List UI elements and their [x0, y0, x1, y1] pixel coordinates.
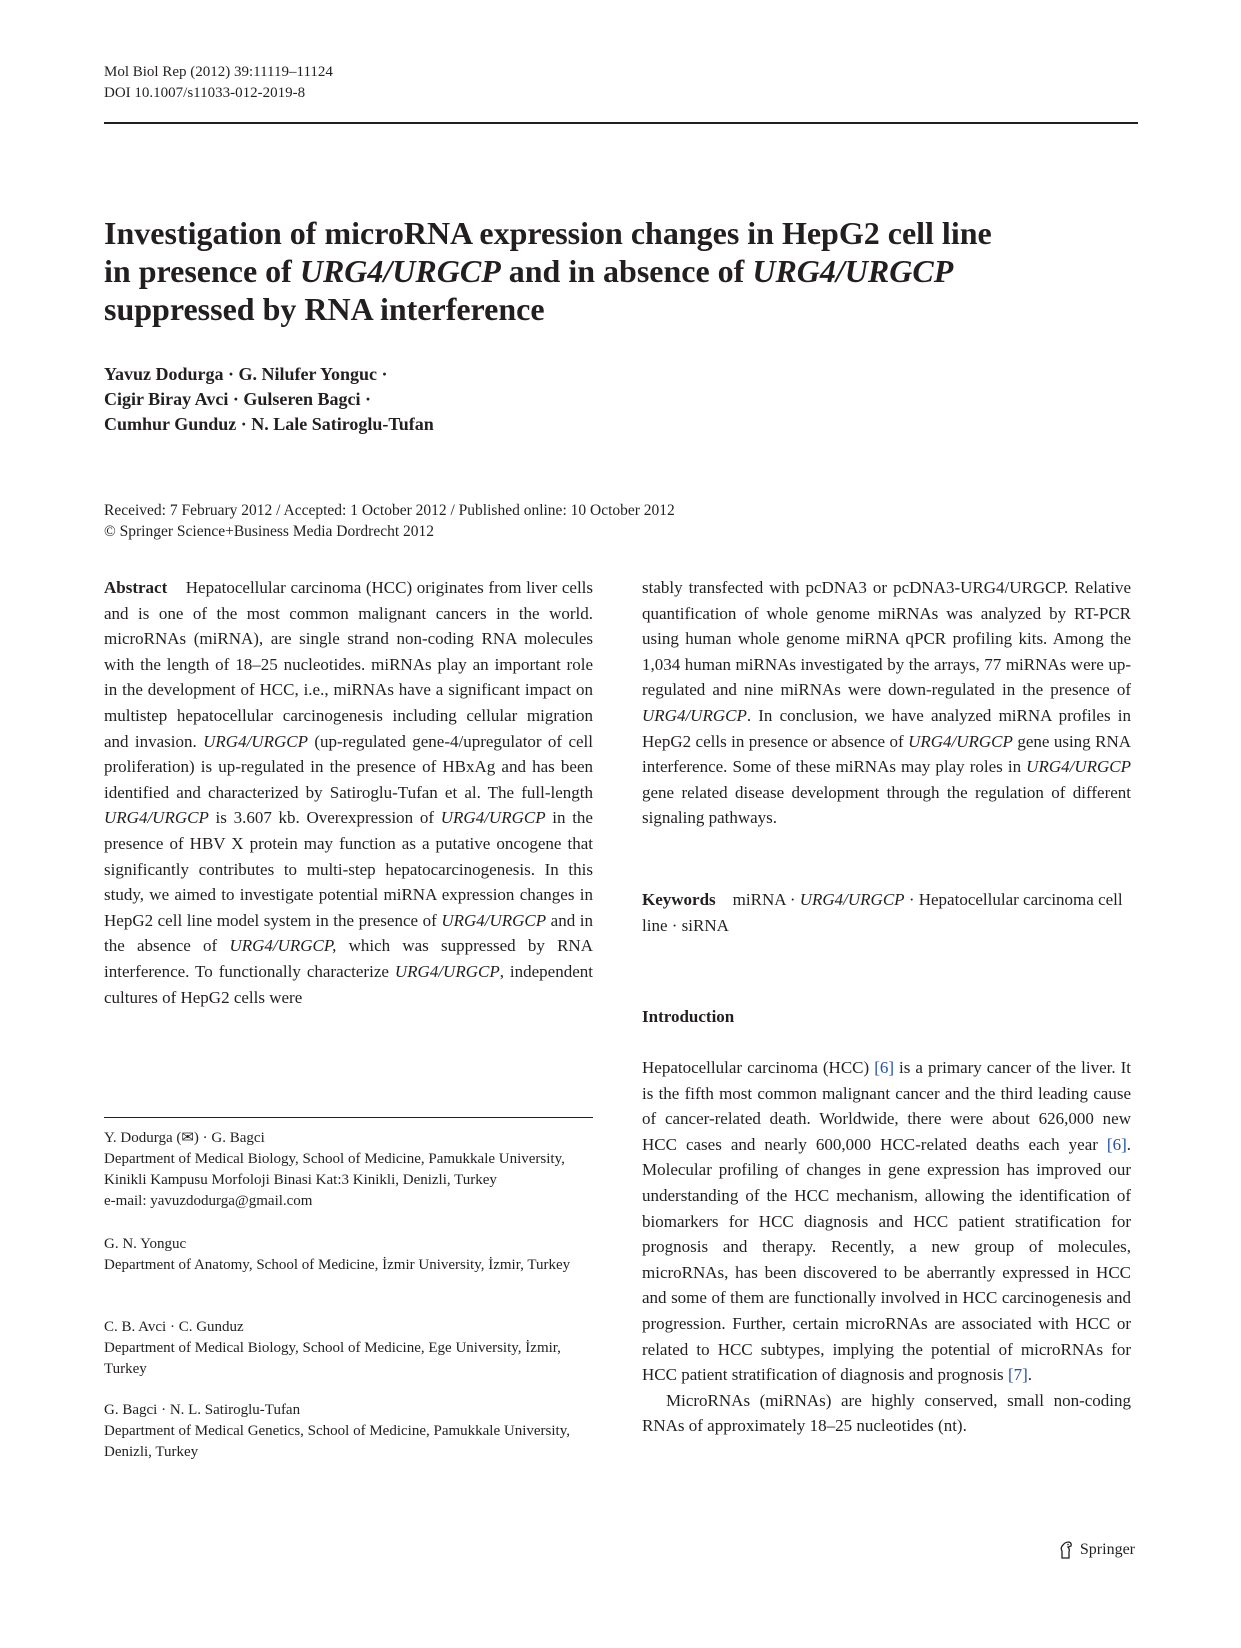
abstract-right-column — [642, 575, 1131, 831]
affiliation-rule — [104, 1117, 593, 1118]
publisher-footer — [1057, 1540, 1135, 1560]
intro-paragraph: Hepatocellular carcinoma (HCC) [6] is a primary cancer of the liver. It is the fifth most common malignant cancer and the third leading cause of cancer-related death. Worldwide, there were about 626,000 new HCC cases and nearly 600,000 HCC-related deaths each year [6]. Molecular profiling of changes in gene expression has improved our understanding of the HCC mechanism, allowing the identification of biomarkers for HCC diagnosis and HCC patient stratification for prognosis and therapy. Recently, a new group of molecules, microRNAs, has been discovered to be aberrantly expressed in HCC and some of them are functionally involved in HCC carcinogenesis and progression. Further, certain microRNAs are associated with HCC or related to HCC subtypes, implying the potential of microRNAs for HCC patient stratification of diagnosis and prognosis [7]. — [642, 1058, 1131, 1385]
author-list: Yavuz Dodurga · G. Nilufer Yonguc · Cigir Biray Avci · Gulseren Bagci · Cumhur Gunduz · N. Lale Satiroglu-Tufan — [104, 364, 434, 434]
introduction-body — [642, 1055, 1131, 1439]
abstract-text: Abstract Hepatocellular carcinoma (HCC) originates from liver cells and is one of the most common malignant cancers in the world. microRNAs (miRNA), are single strand non-coding RNA molecules with the length of 18–25 nucleotides. miRNAs play an important role in the development of HCC, i.e., miRNAs have a significant impact on multistep hepatocellular carcinogenesis including cellular migration and invasion. URG4/URGCP (up-regulated gene-4/upregulator of cell proliferation) is up-regulated in the presence of HBxAg and has been identified and characterized by Satiroglu-Tufan et al. The full-length URG4/URGCP is 3.607 kb. Overexpression of URG4/URGCP in the presence of HBV X protein may function as a putative oncogene that significantly contributes to multi-step hepatocarcinogenesis. In this study, we aimed to investigate potential miRNA expression changes in HepG2 cell line model system in the presence of URG4/URGCP and in the absence of URG4/URGCP, which was suppressed by RNA interference. To functionally characterize URG4/URGCP, independent cultures of HepG2 cells were — [104, 578, 594, 1007]
citation-link[interactable]: [6] — [1106, 1134, 1127, 1154]
abstract-left-column — [104, 575, 593, 1010]
affiliation-block: C. B. Avci · C. Gunduz Department of Medical Biology, School of Medicine, Ege University, İzmir, Turkey — [104, 1319, 561, 1377]
history-dates: Received: 7 February 2012 / Accepted: 1 October 2012 / Published online: 10 October 2012 — [104, 502, 675, 519]
citation-link[interactable]: [7] — [1007, 1365, 1028, 1385]
copyright-line: © Springer Science+Business Media Dordrecht 2012 — [104, 523, 435, 540]
article-title: Investigation of microRNA expression changes in HepG2 cell line in presence of URG4/URGCP and in absence of URG4/URGCP suppressed by RNA interference — [104, 215, 992, 327]
article-history — [104, 500, 675, 542]
journal-reference: Mol Biol Rep (2012) 39:11119–11124 — [104, 64, 333, 80]
header-rule — [104, 122, 1138, 124]
springer-horse-icon — [1057, 1540, 1075, 1560]
citation-link[interactable]: [6] — [874, 1058, 895, 1077]
abstract-continuation: stably transfected with pcDNA3 or pcDNA3-URG4/URGCP. Relative quantification of whole genome miRNAs was analyzed by RT-PCR using human whole genome miRNA qPCR profiling kits. Among the 1,034 human miRNAs investigated by the arrays, 77 miRNAs were up-regulated and nine miRNAs were down-regulated in the presence of URG4/URGCP. In conclusion, we have analyzed miRNA profiles in HepG2 cells in presence or absence of URG4/URGCP gene using RNA interference. Some of these miRNAs may play roles in URG4/URGCP gene related disease development through the regulation of different signaling pathways. — [642, 578, 1131, 828]
abstract-label: Abstract — [104, 578, 168, 597]
author-email[interactable]: e-mail: yavuzdodurga@gmail.com — [104, 1193, 313, 1209]
affiliation-block: G. Bagci · N. L. Satiroglu-Tufan Department of Medical Genetics, School of Medicine, Pamukkale University, Denizli, Turkey — [104, 1402, 570, 1460]
affiliation-block: Y. Dodurga (✉) · G. Bagci Department of Medical Biology, School of Medicine, Pamukkale University, Kinikli Kampusu Morfoloji Binasi Kat:3 Kinikli, Denizli, Turkey e-mail: yavuzdodurga@gmail.com — [104, 1128, 593, 1212]
keywords: Keywords miRNA · URG4/URGCP · Hepatocellular carcinoma cell line · siRNA — [642, 890, 1123, 935]
publisher-name: Springer — [1079, 1541, 1135, 1558]
doi: DOI 10.1007/s11033-012-2019-8 — [104, 85, 306, 101]
keywords-label: Keywords — [642, 890, 716, 909]
journal-header — [104, 62, 333, 104]
affiliation-block: G. N. Yonguc Department of Anatomy, School of Medicine, İzmir University, İzmir, Turkey — [104, 1236, 571, 1273]
section-heading-introduction: Introduction — [642, 1007, 735, 1026]
intro-paragraph: MicroRNAs (miRNAs) are highly conserved, small non-coding RNAs of approximately 18–25 nucleotides (nt). — [642, 1390, 1131, 1436]
